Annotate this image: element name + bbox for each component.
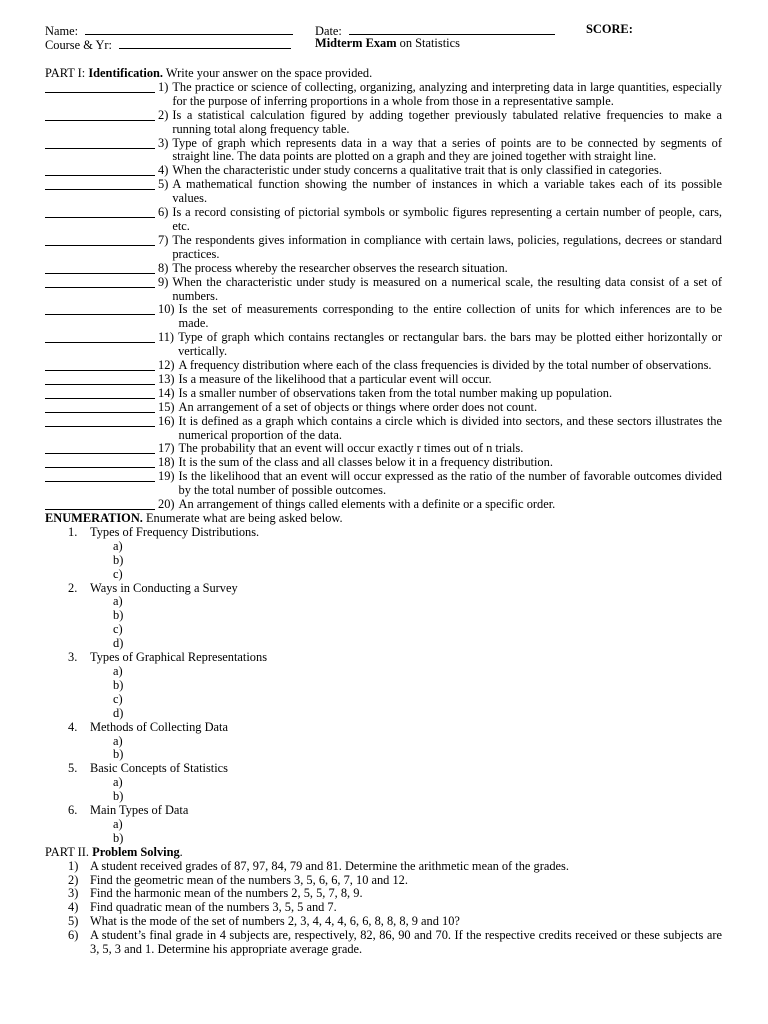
problem-text: A student’s final grade in 4 subjects are, respectively, 82, 86, 90 and 70. If the respective credits received or these subjects are 3, 5, 3 and 1. Determine his appropriate average grade.: [90, 928, 722, 957]
item-text: Is a statistical calculation figured by adding together previously tabulated relative frequencies to make a running total along frequency table.: [172, 107, 722, 136]
part1-instruction: Write your answer on the space provided.: [163, 66, 373, 80]
enumeration-item: [45, 762, 722, 776]
problem-text: A student received grades of 87, 97, 84, 79 and 81. Determine the arithmetic mean of the grades.: [90, 858, 569, 873]
item-text: Is the likelihood that an event will occur expressed as the ratio of the number of favorable outcomes divided by the total number of possible outcomes.: [178, 469, 722, 498]
enumeration-label: Types of Frequency Distributions.: [90, 524, 260, 539]
item-text: The process whereby the researcher observes the research situation.: [172, 260, 508, 275]
identification-item: [45, 331, 722, 359]
item-number: 3): [158, 135, 169, 150]
problem-item: [45, 915, 722, 929]
identification-item: [45, 234, 722, 262]
item-number: 4): [158, 163, 169, 178]
enumeration-label: Main Types of Data: [90, 803, 189, 818]
problem-list: [45, 860, 722, 957]
answer-blank[interactable]: [45, 456, 155, 468]
enumeration-number: 3.: [68, 650, 78, 665]
answer-blank[interactable]: [45, 387, 155, 399]
course-blank[interactable]: [119, 37, 291, 49]
identification-item: [45, 387, 722, 401]
problem-number: 5): [68, 914, 79, 929]
item-number: 18): [158, 455, 175, 470]
part2-period: .: [179, 844, 183, 859]
identification-item: [45, 456, 722, 470]
identification-item: [45, 276, 722, 304]
problem-number: 2): [68, 872, 79, 887]
enumeration-instruction: Enumerate what are being asked below.: [142, 511, 343, 525]
identification-item: [45, 164, 722, 178]
identification-item: [45, 206, 722, 234]
part1-section: [45, 67, 722, 512]
enumeration-sub-item[interactable]: b): [113, 608, 124, 623]
name-blank[interactable]: [85, 23, 293, 35]
enumeration-heading: [45, 512, 722, 526]
item-number: 6): [158, 205, 169, 220]
item-number: 2): [158, 107, 169, 122]
enumeration-sub-item[interactable]: b): [113, 552, 124, 567]
item-text: Is a measure of the likelihood that a particular event will occur.: [178, 371, 492, 386]
enumeration-sub-item[interactable]: b): [113, 677, 124, 692]
enumeration-number: 6.: [68, 803, 78, 818]
item-text: Type of graph which represents data in a way that a series of points are to be connected by segments of straight line. The data points are plotted on a graph and they are joined together with straight line.: [172, 135, 722, 164]
item-text: When the characteristic under study is measured on a numerical scale, the resulting data consist of a set of numbers.: [172, 274, 722, 303]
answer-blank[interactable]: [45, 373, 155, 385]
problem-text: Find the harmonic mean of the numbers 2, 5, 5, 7, 8, 9.: [90, 886, 363, 901]
answer-blank[interactable]: [45, 359, 155, 371]
enumeration-sub-item[interactable]: d): [113, 705, 124, 720]
answer-blank[interactable]: [45, 109, 155, 121]
item-number: 8): [158, 260, 169, 275]
item-number: 10): [158, 302, 175, 317]
item-number: 9): [158, 274, 169, 289]
answer-blank[interactable]: [45, 164, 155, 176]
problem-item: [45, 860, 722, 874]
problem-item: [45, 929, 722, 957]
part1-title: Identification.: [88, 66, 164, 80]
answer-blank[interactable]: [45, 276, 155, 288]
date-label: Date:: [315, 24, 342, 38]
exam-header: [45, 23, 722, 52]
identification-item: [45, 401, 722, 415]
enumeration-sub-item[interactable]: c): [113, 622, 123, 637]
item-text: An arrangement of things called elements with a definite or a specific order.: [178, 497, 556, 512]
item-number: 7): [158, 232, 169, 247]
problem-number: 6): [68, 928, 79, 943]
item-number: 17): [158, 441, 175, 456]
item-number: 20): [158, 497, 175, 512]
enumeration-sub-item[interactable]: a): [113, 816, 123, 831]
item-number: 14): [158, 385, 175, 400]
identification-item: [45, 81, 722, 109]
answer-blank[interactable]: [45, 415, 155, 427]
enumeration-sub-item[interactable]: d): [113, 636, 124, 651]
item-text: The respondents gives information in compliance with certain laws, policies, regulations, decrees or standard practices.: [172, 232, 722, 261]
problem-text: Find the geometric mean of the numbers 3, 5, 6, 6, 7, 10 and 12.: [90, 872, 408, 887]
problem-text: Find quadratic mean of the numbers 3, 5, 5 and 7.: [90, 900, 337, 915]
part1-label: PART I:: [45, 66, 89, 80]
answer-blank[interactable]: [45, 206, 155, 218]
problem-number: 3): [68, 886, 79, 901]
enumeration-sub-item[interactable]: a): [113, 538, 123, 553]
identification-item: [45, 359, 722, 373]
date-blank[interactable]: [349, 23, 555, 35]
item-number: 15): [158, 399, 175, 414]
answer-blank[interactable]: [45, 470, 155, 482]
enumeration-sub-item[interactable]: c): [113, 691, 123, 706]
enumeration-sub-item[interactable]: b): [113, 747, 124, 762]
enumeration-label: Types of Graphical Representations: [90, 650, 268, 665]
item-text: Is a smaller number of observations taken from the total number making up population.: [178, 385, 613, 400]
enumeration-item: [45, 582, 722, 596]
enumeration-section: [45, 512, 722, 846]
name-label: Name:: [45, 24, 79, 38]
problem-number: 1): [68, 858, 79, 873]
answer-blank[interactable]: [45, 137, 155, 149]
part2-heading: [45, 846, 722, 860]
enumeration-number: 2.: [68, 580, 78, 595]
part1-heading: [45, 67, 722, 81]
enumeration-number: 5.: [68, 761, 78, 776]
exam-title-rest: on Statistics: [396, 36, 460, 50]
item-text: Is a record consisting of pictorial symbols or symbolic figures representing a certain number of people, cars, etc.: [172, 205, 722, 233]
part2-section: [45, 846, 722, 957]
identification-item: [45, 498, 722, 512]
identification-list: [45, 81, 722, 512]
item-number: 13): [158, 371, 175, 386]
identification-item: [45, 137, 722, 165]
score-label: SCORE:: [586, 22, 633, 36]
enumeration-list: [45, 526, 722, 846]
answer-blank[interactable]: [45, 498, 155, 510]
part2-label: PART II.: [45, 844, 93, 859]
item-number: 1): [158, 79, 169, 94]
item-text: Type of graph which contains rectangles or rectangular bars. the bars may be plotted either horizontally or vertically.: [178, 330, 722, 359]
enumeration-item: [45, 651, 722, 665]
part2-title: Problem Solving: [92, 844, 180, 859]
exam-title: [315, 37, 460, 51]
answer-blank[interactable]: [45, 331, 155, 343]
answer-blank[interactable]: [45, 262, 155, 274]
answer-blank[interactable]: [45, 442, 155, 454]
identification-item: [45, 303, 722, 331]
item-number: 19): [158, 469, 175, 484]
problem-number: 4): [68, 900, 79, 915]
enumeration-label: Methods of Collecting Data: [90, 719, 228, 734]
identification-item: [45, 442, 722, 456]
course-field: [45, 37, 291, 53]
identification-item: [45, 470, 722, 498]
item-number: 16): [158, 413, 175, 428]
course-label: Course & Yr:: [45, 38, 112, 52]
enumeration-sub-item[interactable]: a): [113, 594, 123, 609]
exam-title-bold: Midterm Exam: [315, 36, 397, 50]
problem-item: [45, 874, 722, 888]
identification-item: [45, 178, 722, 206]
item-number: 11): [158, 330, 175, 345]
enumeration-sub-item[interactable]: c): [113, 566, 123, 581]
exam-page: [45, 23, 722, 957]
item-text: It is defined as a graph which contains a circle which is divided into sectors, and these sectors illustrates the numerical proportion of the data.: [178, 413, 722, 442]
enumeration-sub-item[interactable]: b): [113, 830, 124, 845]
item-text: A frequency distribution where each of the class frequencies is divided by the total number of observations.: [178, 358, 712, 373]
item-text: Is the set of measurements corresponding to the entire collection of units for which inferences are to be made.: [178, 302, 722, 331]
answer-blank[interactable]: [45, 234, 155, 246]
enumeration-number: 4.: [68, 719, 78, 734]
problem-text: What is the mode of the set of numbers 2, 3, 4, 4, 4, 6, 6, 8, 8, 8, 9 and 10?: [90, 914, 460, 929]
enumeration-sub-item[interactable]: a): [113, 733, 123, 748]
item-number: 12): [158, 358, 175, 373]
item-text: It is the sum of the class and all classes below it in a frequency distribution.: [178, 455, 553, 470]
enumeration-sub-item[interactable]: b): [113, 789, 124, 804]
item-text: A mathematical function showing the number of instances in which a variable takes each of its possible values.: [172, 177, 722, 206]
answer-blank[interactable]: [45, 81, 155, 93]
answer-blank[interactable]: [45, 401, 155, 413]
item-text: The probability that an event will occur exactly r times out of n trials.: [178, 441, 524, 456]
problem-item: [45, 901, 722, 915]
identification-item: [45, 373, 722, 387]
enumeration-item: [45, 526, 722, 540]
identification-item: [45, 415, 722, 443]
problem-item: [45, 887, 722, 901]
answer-blank[interactable]: [45, 303, 155, 315]
enumeration-label: Basic Concepts of Statistics: [90, 761, 229, 776]
identification-item: [45, 262, 722, 276]
enumeration-item: [45, 804, 722, 818]
enumeration-sub-item[interactable]: a): [113, 663, 123, 678]
item-text: An arrangement of a set of objects or things where order does not count.: [178, 399, 538, 414]
enumeration-label: Ways in Conducting a Survey: [90, 580, 238, 595]
identification-item: [45, 109, 722, 137]
enumeration-sub-item[interactable]: a): [113, 775, 123, 790]
enumeration-number: 1.: [68, 524, 78, 539]
item-text: The practice or science of collecting, organizing, analyzing and interpreting data in large quantities, especially for the purpose of inferring proportions in a whole from those in a representative sample.: [172, 79, 722, 108]
answer-blank[interactable]: [45, 178, 155, 190]
enumeration-item: [45, 721, 722, 735]
item-text: When the characteristic under study concerns a qualitative trait that is only classified in categories.: [172, 163, 662, 178]
item-number: 5): [158, 177, 169, 192]
enumeration-title: ENUMERATION.: [45, 511, 143, 525]
